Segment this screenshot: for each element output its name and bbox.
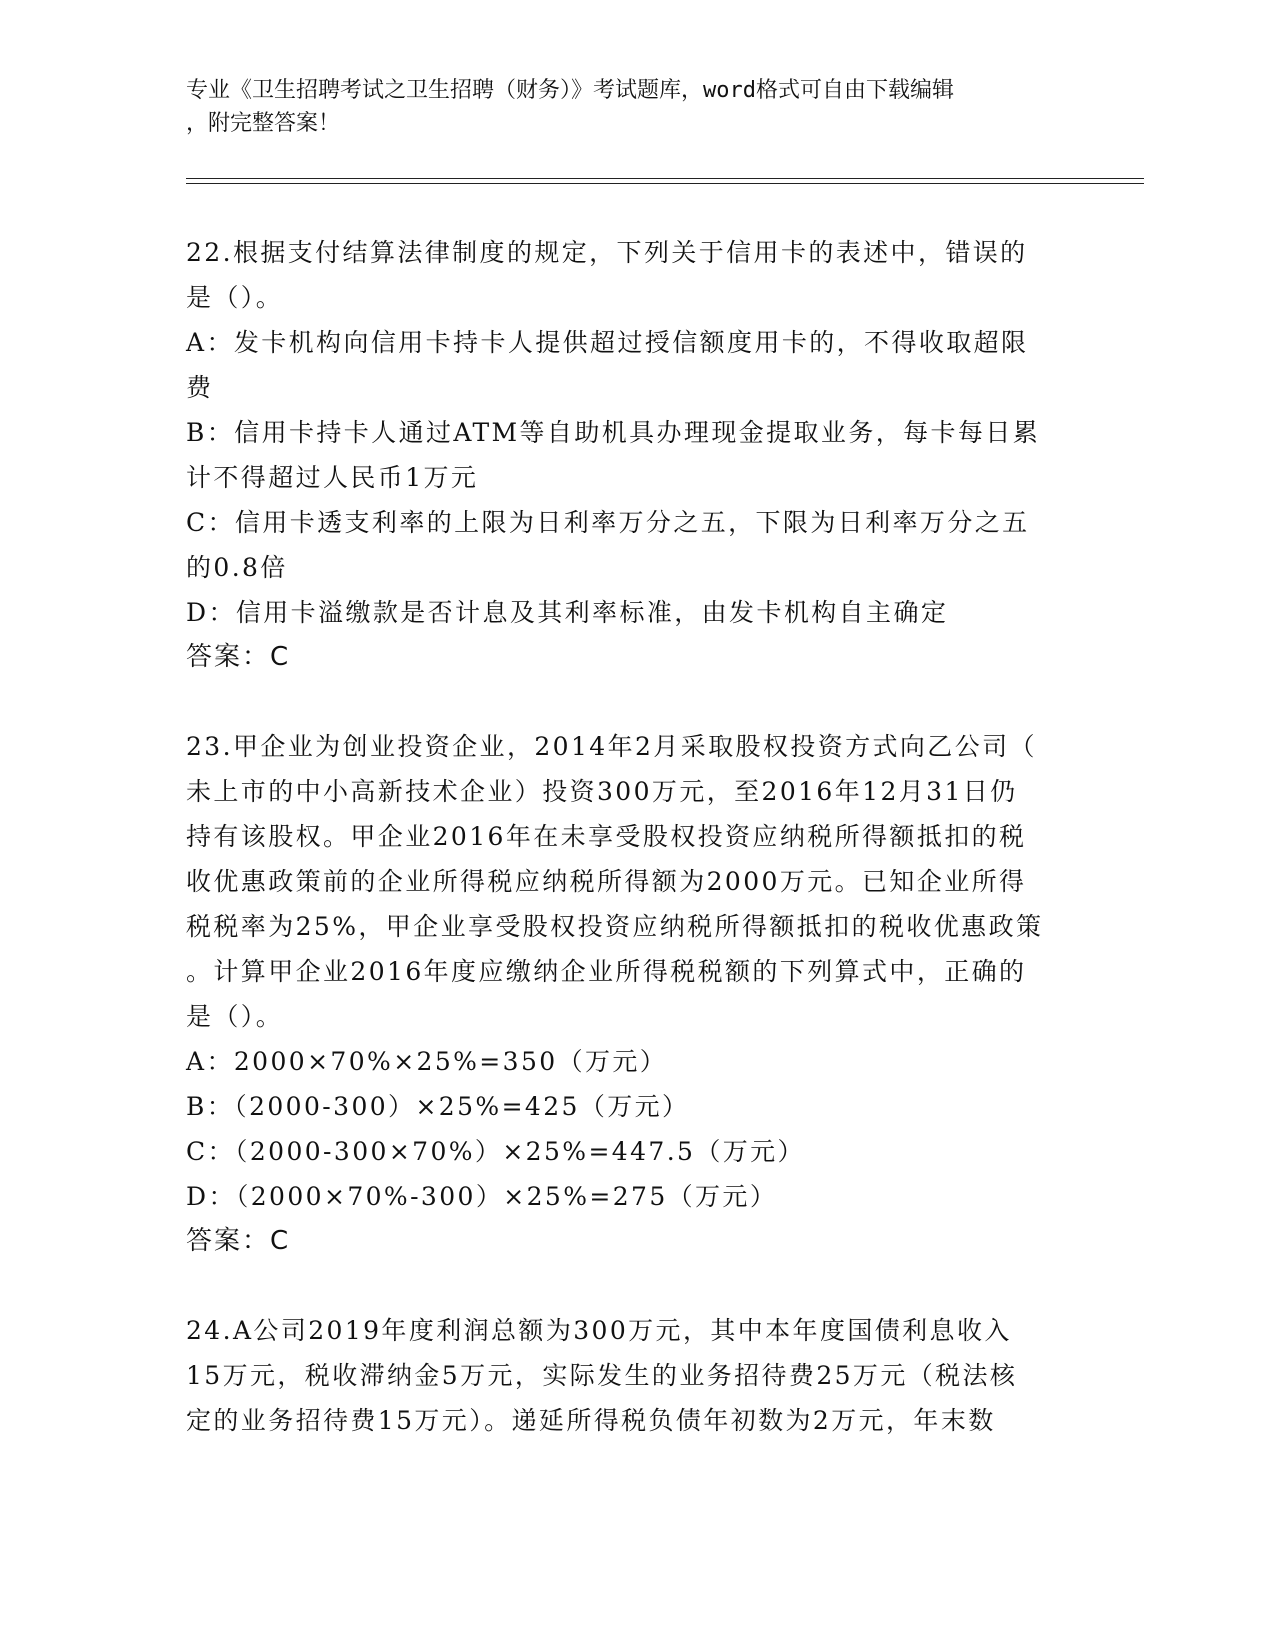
- question-line: 24.A公司2019年度利润总额为300万元，其中本年度国债利息收入: [186, 1316, 1012, 1345]
- question-22: [186, 230, 1086, 680]
- question-line: 定的业务招待费15万元）。递延所得税负债年初数为2万元，年末数: [186, 1406, 996, 1435]
- option-d: D：信用卡溢缴款是否计息及其利率标准，由发卡机构自主确定: [186, 598, 949, 627]
- answer-label: 答案：C: [186, 642, 291, 672]
- question-23: [186, 724, 1086, 1264]
- option-c-cont: 的0.8倍: [186, 553, 288, 582]
- question-line: 税税率为25%，甲企业享受股权投资应纳税所得额抵扣的税收优惠政策: [186, 912, 1044, 941]
- question-line: 持有该股权。甲企业2016年在未享受股权投资应纳税所得额抵扣的税: [186, 822, 1027, 851]
- question-line: 。计算甲企业2016年度应缴纳企业所得税税额的下列算式中，正确的: [186, 957, 1027, 986]
- option-a: A：2000×70%×25%=350（万元）: [186, 1047, 668, 1076]
- spacer: [186, 1264, 1086, 1308]
- option-b: B：信用卡持卡人通过ATM等自助机具办理现金提取业务，每卡每日累: [186, 418, 1041, 447]
- question-line: 未上市的中小高新技术企业）投资300万元，至2016年12月31日仍: [186, 777, 1018, 806]
- answer-label: 答案：C: [186, 1226, 291, 1256]
- option-b-cont: 计不得超过人民币1万元: [186, 463, 479, 492]
- header-line-1: 专业《卫生招聘考试之卫生招聘（财务）》考试题库，word格式可自由下载编辑: [186, 78, 954, 103]
- question-line: 15万元，税收滞纳金5万元，实际发生的业务招待费25万元（税法核: [186, 1361, 1018, 1390]
- question-line: 是（）。: [186, 1002, 284, 1031]
- question-24: [186, 1308, 1086, 1443]
- option-a: A：发卡机构向信用卡持卡人提供超过授信额度用卡的，不得收取超限: [186, 328, 1029, 357]
- question-line: 23.甲企业为创业投资企业，2014年2月采取股权投资方式向乙公司（: [186, 732, 1037, 761]
- question-line: 收优惠政策前的企业所得税应纳税所得额为2000万元。已知企业所得: [186, 867, 1027, 896]
- option-d: D：（2000×70%-300）×25%=275（万元）: [186, 1182, 778, 1211]
- header-divider-top: [186, 178, 1144, 179]
- header-line-2: ，附完整答案！: [186, 111, 341, 136]
- option-a-cont: 费: [186, 373, 214, 402]
- document-header: [186, 74, 1086, 140]
- option-c: C：信用卡透支利率的上限为日利率万分之五，下限为日利率万分之五: [186, 508, 1030, 537]
- spacer: [186, 680, 1086, 724]
- question-line: 是（）。: [186, 283, 284, 312]
- question-list: [186, 230, 1086, 1443]
- question-line: 22.根据支付结算法律制度的规定，下列关于信用卡的表述中，错误的: [186, 238, 1028, 267]
- option-c: C：（2000-300×70%）×25%=447.5（万元）: [186, 1137, 805, 1166]
- header-divider-bottom: [186, 183, 1144, 184]
- option-b: B：（2000-300）×25%=425（万元）: [186, 1092, 690, 1121]
